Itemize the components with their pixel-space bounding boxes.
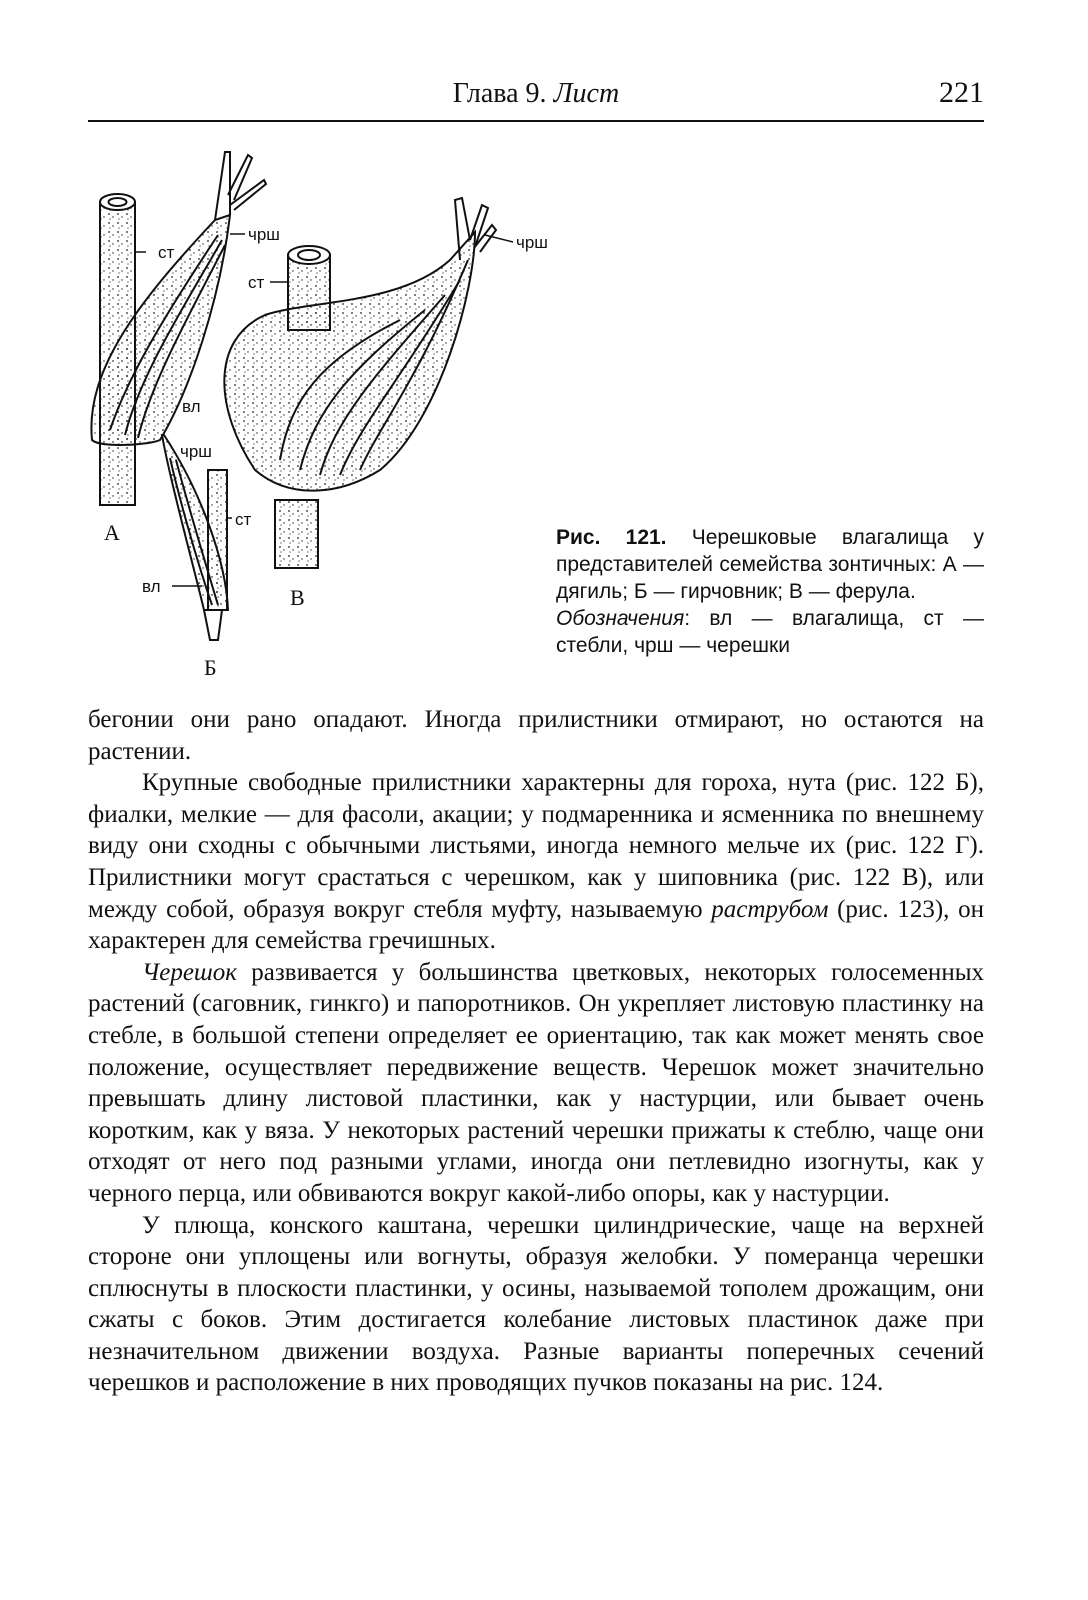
paragraph-2-end: (рис. 123), он характерен для семейства гречишных. <box>88 895 985 955</box>
term-rastrub: раструбом <box>711 895 829 923</box>
running-header <box>88 70 984 122</box>
caption-main <box>556 524 984 605</box>
caption-text: Черешковые влагалища у представителей семейства зонтичных: А — дягиль; Б — гирчовник; В — ферула. <box>556 526 984 603</box>
paragraph-2 <box>88 767 984 957</box>
chapter-number: Глава 9. <box>452 78 547 109</box>
label-chrsh-b: чрш <box>180 442 212 461</box>
label-vl-b: вл <box>142 577 161 596</box>
letter-v: В <box>290 585 305 610</box>
page-number: 221 <box>939 76 984 109</box>
body-text <box>88 704 984 1399</box>
letter-a: А <box>104 520 120 545</box>
plant-v-drawing <box>224 198 496 568</box>
label-st-v: ст <box>248 273 265 292</box>
chapter-title: Лист <box>553 78 620 109</box>
label-chrsh-a: чрш <box>248 225 280 244</box>
paragraph-1: бегонии они рано опадают. Иногда прилистники отмирают, но остаются на растении. <box>88 706 984 765</box>
caption-legend-term: Обозначения <box>556 607 685 630</box>
label-st-a: ст <box>158 243 175 262</box>
chapter-heading <box>88 78 984 110</box>
figure-illustration <box>80 140 580 685</box>
figure-121 <box>80 140 580 685</box>
caption-figure-number: Рис. 121. <box>556 526 667 549</box>
plant-b-drawing <box>162 435 228 640</box>
label-vl-a: вл <box>182 397 201 416</box>
paragraph-3 <box>88 957 984 1210</box>
label-st-b: ст <box>235 510 252 529</box>
plant-a-drawing <box>91 152 266 505</box>
caption-legend <box>556 605 984 659</box>
label-chrsh-v: чрш <box>516 233 548 252</box>
paragraph-2-start: Крупные свободные прилистники характерны для гороха, нута (рис. 122 Б), фиалки, мелкие — для фасоли, акации; у подмаренника и ясменника по внешнему виду они сходны с обычными листьями, иногда немного мельче их (рис. 122 Г). Прилистники могут срастаться с черешком, как у шиповника (рис. 122 В), или между собой, образуя вокруг стебля муфту, называемую <box>88 769 984 923</box>
paragraph-3-text: развивается у большинства цветковых, некоторых голосеменных растений (саговник, гинкго) и папоротников. Он укрепляет листовую пластинку на стебле, в большой степени определяет ее ориентацию, так как может менять свое положение, осуществляет передвижение веществ. Черешок может значительно превышать длину листовой пластинки, как у настурции, или бывает очень коротким, как у вяза. У некоторых растений черешки прижаты к стеблю, чаще они отходят от него под разными углами, иногда они петлевидно изогнуты, как у черного перца, или обвиваются вокруг какой-либо опоры, как у настурции. <box>88 958 984 1207</box>
figure-caption <box>556 524 984 659</box>
term-chereshok: Черешок <box>142 958 237 986</box>
caption-legend-text: : вл — влагалища, ст — стебли, чрш — черешки <box>556 607 984 657</box>
paragraph-4: У плюща, конского каштана, черешки цилиндрические, чаще на верхней стороне они уплощены или вогнуты, образуя желобки. У померанца черешки сплюснуты в плоскости пластинки, у осины, называемой тополем дрожащим, они сжаты с боков. Этим достигается колебание листовых пластинок даже при незначительном движении воздуха. Разные варианты поперечных сечений черешков и расположение в них проводящих пучков показаны на рис. 124. <box>88 1211 984 1397</box>
letter-b: Б <box>204 655 217 680</box>
